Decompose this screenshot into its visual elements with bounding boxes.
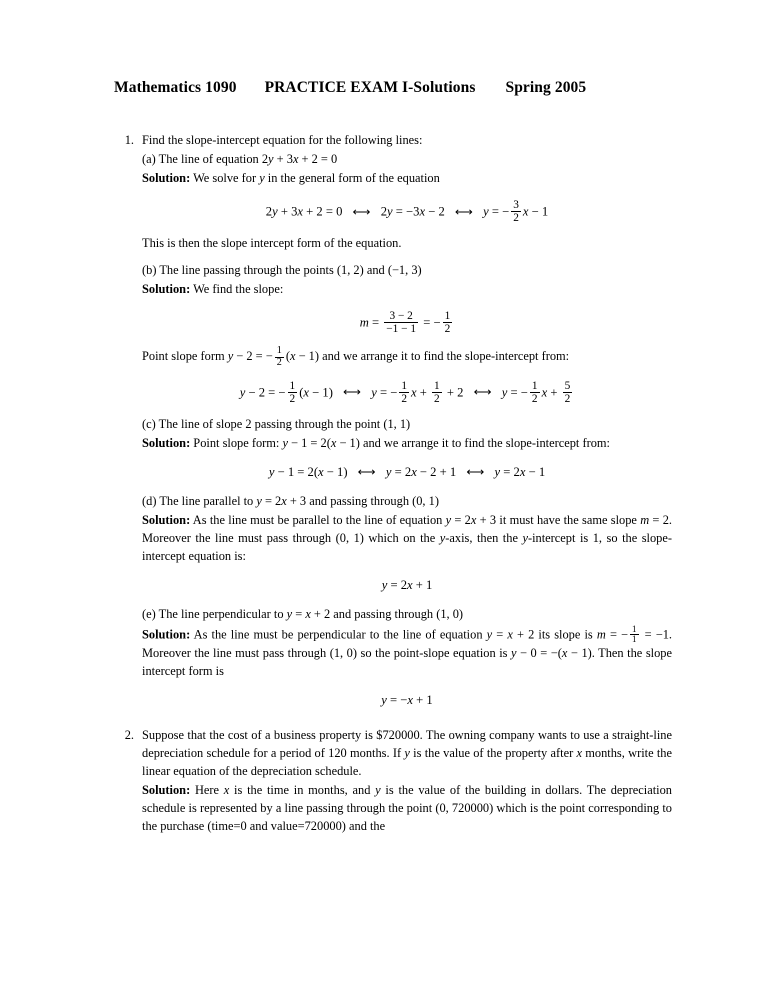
equation-d: y = 2x + 1 xyxy=(381,577,433,592)
problem-2-stem: Suppose that the cost of a business property is $720000. The owning company wants to use a straight-line depreciation schedule for a period of 120 months. If y is the value of the property after x months, write the linear equation of the depreciation schedule. xyxy=(142,728,672,779)
solution-label-b: Solution: xyxy=(142,282,191,297)
part-c-solution: Solution: Point slope form: y − 1 = 2(x − 1) and we arrange it to find the slope-intercept from: xyxy=(142,436,610,450)
page-title xyxy=(114,78,672,98)
part-b-after: Point slope form y − 2 = − $\frac{1}{2}$ (x − 1) and we arrange it to find the slope-intercept from: xyxy=(142,345,570,369)
part-a-label: (a) The line of equation 2y + 3x + 2 = 0 xyxy=(142,152,338,167)
solution-label-2: Solution: xyxy=(142,783,191,798)
title-center: PRACTICE EXAM I-Solutions xyxy=(264,79,476,96)
solution-label-a: Solution: xyxy=(142,171,191,186)
part-c-label: (c) The line of slope 2 passing through the point (1, 1) xyxy=(142,417,411,432)
solution-label-e: Solution: xyxy=(142,627,191,642)
problem-stem: Find the slope-intercept equation for the following lines: xyxy=(142,133,423,148)
title-left: Mathematics 1090 xyxy=(114,79,237,96)
equation-c: y − 1 = 2(x − 1) ⟷ y = 2x − 2 + 1 ⟷ y = 2x − 1 xyxy=(268,464,546,479)
problem-2 xyxy=(114,727,672,836)
part-a-solution: Solution: We solve for y in the general form of the equation xyxy=(142,171,440,186)
part-e-label: (e) The line perpendicular to y = x + 2 and passing through (1, 0) xyxy=(142,606,464,621)
part-b-label: (b) The line passing through the points (1, 2) and (−1, 3) xyxy=(142,263,422,278)
equation-a: 2y + 3x + 2 = 0 ⟷ 2y = −3x − 2 ⟷ y = − $\frac{3}{2}$ x − 1 xyxy=(265,199,549,225)
part-d-solution: Solution: As the line must be parallel to the line of equation y = 2x + 3 it must have the same slope m = 2. Moreover the line must pass through (0, 1) which on the y-axis, then the y-intercept is 1, so the slope-intercept equation is: xyxy=(142,512,672,563)
title-right: Spring 2005 xyxy=(505,79,587,96)
problem-number: 1. xyxy=(124,133,134,148)
problem-2-solution: Solution: Here x is the time in months, and y is the value of the building in dollars. The depreciation schedule is represented by a line passing through the point (0, 720000) which is the point corresponding to the purchase (time=0 and value=720000) and the xyxy=(142,783,672,834)
part-a-after: This is then the slope intercept form of the equation. xyxy=(142,236,402,251)
problem-number: 2. xyxy=(124,728,134,743)
problem-1 xyxy=(114,132,672,709)
solution-label-d: Solution: xyxy=(142,512,191,527)
equation-e: y = −x + 1 xyxy=(381,692,433,707)
equation-b: y − 2 = − $\frac{1}{2}$ (x − 1) ⟷ y = − $\frac{1}{2}$ x + $\frac{1}{2}$ + 2 ⟷ y = − $\frac{1}{2}$ x + $\frac{5}{2}$ xyxy=(239,379,571,405)
part-b-solution: Solution: We find the slope: xyxy=(142,282,284,297)
equation-b-slope: m = $\frac{3 - 2}{-1 - 1}$ = − $\frac{1}{2}$ xyxy=(359,310,451,336)
problem-list xyxy=(114,132,672,836)
part-d-label: (d) The line parallel to y = 2x + 3 and passing through (0, 1) xyxy=(142,493,439,508)
solution-label-c: Solution: xyxy=(142,436,191,450)
part-e-solution: Solution: As the line must be perpendicular to the line of equation y = x + 2 its slope is m = − $\frac{1}{1}$ = −1. Moreover the line must pass through (1, 0) so the point-slope equation is y − 0 = −(x − 1). Then the slope intercept form is xyxy=(142,623,672,678)
